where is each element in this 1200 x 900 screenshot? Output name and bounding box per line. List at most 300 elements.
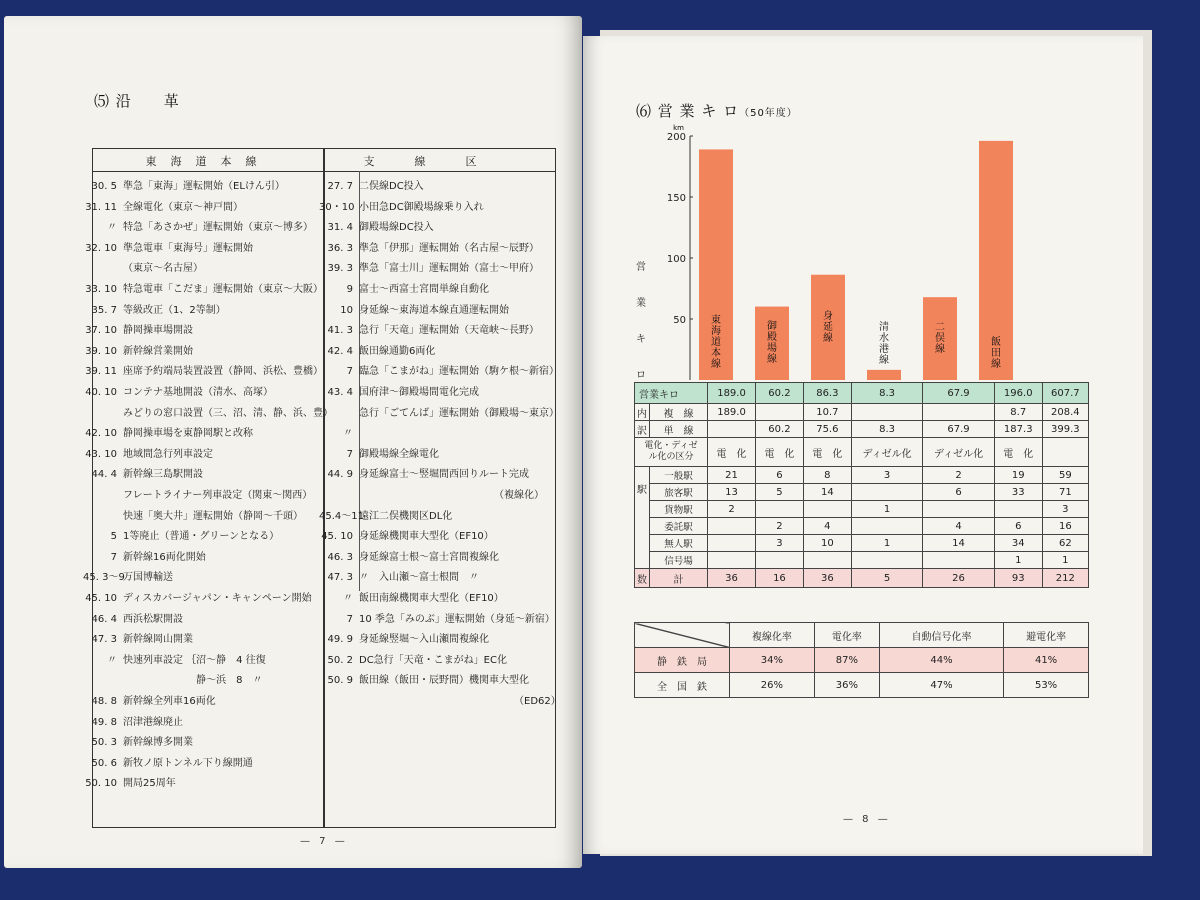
history-entry	[83, 713, 183, 728]
table-cell	[803, 552, 851, 569]
operating-km-title-text: ⑹ 営 業 キ ロ	[636, 102, 740, 120]
y-axis-title: 営業キロ	[636, 262, 646, 381]
table-cell	[994, 501, 1042, 518]
km-row	[635, 383, 1089, 404]
entry-date: 44. 9	[327, 469, 353, 481]
history-entry	[83, 692, 216, 707]
history-entry	[319, 218, 434, 233]
history-entry	[319, 259, 539, 274]
entry-text: 静岡操車場を東静岡駅と改称	[123, 428, 253, 440]
entry-text: 新幹線16両化開始	[123, 551, 206, 563]
table-cell	[708, 535, 756, 552]
table-cell: 212	[1042, 569, 1088, 588]
history-entry	[83, 321, 193, 336]
table-cell: 75.6	[803, 421, 851, 438]
history-entry	[83, 527, 279, 542]
history-entry	[83, 445, 213, 460]
history-entry	[319, 610, 555, 625]
history-entry	[83, 239, 253, 254]
entry-text: 新幹線博多開業	[123, 737, 193, 749]
table-cell	[755, 404, 803, 421]
entry-date: 7	[346, 448, 353, 460]
history-entry	[319, 424, 359, 439]
km-cell: 8.3	[851, 383, 923, 404]
entry-text: 1等廃止（普通・グリーンとなる）	[123, 531, 280, 543]
entry-date: 9	[346, 284, 353, 295]
rate-row	[635, 673, 1089, 698]
history-table	[83, 148, 561, 828]
entry-date: 50. 9	[327, 675, 353, 687]
rate-cell: 53%	[1004, 673, 1089, 698]
station-row	[635, 518, 1089, 535]
station-type-label: 信号場	[650, 552, 708, 569]
table-cell	[851, 484, 923, 501]
table-cell: 2	[755, 518, 803, 535]
history-entry	[319, 342, 435, 357]
table-cell	[708, 518, 756, 535]
table-cell	[851, 404, 923, 421]
history-entry	[83, 774, 176, 789]
station-row	[635, 467, 1089, 484]
table-cell: 3	[851, 467, 923, 484]
bar-category-label: 飯田線	[991, 337, 1001, 370]
entry-text: 座席予約端局装置設置（静岡、浜松、豊橋）	[123, 366, 323, 378]
rate-cell: 34%	[730, 648, 815, 673]
electrification-label-2: ル化の区分	[648, 452, 694, 462]
entry-text: 遠江二俣機関区DL化	[359, 510, 453, 522]
entry-text: みどりの窓口設置（三、沼、清、静、浜、豊）	[123, 407, 333, 419]
entry-date: 7	[110, 551, 117, 563]
history-entry	[319, 486, 544, 501]
station-type-label: 無人駅	[650, 535, 708, 552]
table-cell: 1	[851, 535, 923, 552]
entry-text: 10 季急「みのぶ」運転開始（身延～新宿）	[359, 613, 555, 625]
history-title: ⑸ 沿 革	[94, 92, 180, 110]
entry-text: フレートライナー列車設定（関東～関西）	[123, 490, 313, 501]
entry-text: 身延線～東海道本線直通運転開始	[359, 304, 509, 316]
table-cell	[708, 552, 756, 569]
history-entry	[319, 404, 559, 419]
station-type-label: 貨物駅	[650, 501, 708, 518]
history-entry	[83, 671, 263, 686]
table-cell	[923, 501, 995, 518]
entry-date: 7	[346, 366, 353, 378]
y-tick-label: 200	[666, 132, 686, 143]
table-cell: 8.7	[994, 404, 1042, 421]
entry-date: 49. 9	[327, 634, 353, 646]
fiscal-year: （50年度）	[739, 108, 798, 119]
history-entry	[319, 527, 494, 542]
table-cell: 6	[923, 484, 995, 501]
entry-date: 43. 4	[327, 387, 353, 398]
rate-cell: 26%	[730, 673, 815, 698]
entry-text: 二俣線DC投入	[359, 181, 424, 192]
table-cell: 26	[923, 569, 995, 588]
table-cell: 36	[803, 569, 851, 588]
page-number-right: — 8 —	[843, 814, 891, 825]
y-tick-label: 100	[666, 254, 686, 265]
branch-line-header: 支線区	[363, 155, 517, 168]
single-track-row	[635, 421, 1089, 438]
km-cell: 189.0	[708, 383, 756, 404]
table-cell: 2	[923, 467, 995, 484]
entry-date: 41. 3	[327, 325, 353, 337]
table-cell: 399.3	[1042, 421, 1088, 438]
entry-date: 〃	[107, 654, 117, 666]
entry-text: 準急「富士川」運転開始（富士～甲府）	[359, 263, 539, 275]
entry-text: 新幹線営業開始	[123, 345, 193, 357]
rate-cell: 47%	[879, 673, 1003, 698]
entry-date: 50. 6	[91, 757, 117, 769]
uchi-label: 内	[635, 404, 650, 421]
entry-date: 5	[110, 531, 117, 543]
table-cell: 187.3	[994, 421, 1042, 438]
entry-text: 全線電化（東京～神戸間）	[123, 201, 243, 213]
km-unit: km	[673, 124, 684, 132]
entry-date: 45. 10	[85, 593, 117, 604]
entry-text: 地域間急行列車設定	[123, 448, 213, 460]
km-cell: 60.2	[755, 383, 803, 404]
km-cell: 86.3	[803, 383, 851, 404]
entry-date: 35. 7	[91, 304, 117, 316]
table-cell: 電 化	[994, 438, 1042, 467]
table-cell: 16	[755, 569, 803, 588]
table-cell: 62	[1042, 535, 1088, 552]
table-cell: 電 化	[708, 438, 756, 467]
rate-table	[634, 622, 1089, 698]
table-cell: 208.4	[1042, 404, 1088, 421]
history-entry	[83, 754, 253, 769]
table-cell: 14	[803, 484, 851, 501]
entry-text: 新幹線岡山開業	[123, 634, 193, 646]
electrification-label-1: 電化・ディゼ	[644, 441, 698, 451]
rate-header: 電化率	[814, 623, 879, 648]
table-cell: 67.9	[923, 421, 995, 438]
entry-date: 49. 8	[91, 716, 117, 728]
bar-category-label: 御殿場線	[767, 321, 777, 366]
table-cell: 33	[994, 484, 1042, 501]
entry-text: （東京～名古屋）	[123, 263, 203, 275]
entry-text: 飯田線（飯田・辰野間）機関車大型化	[359, 675, 529, 687]
history-entry	[83, 404, 333, 419]
station-type-label: 一般駅	[650, 467, 708, 484]
station-type-label: 委託駅	[650, 518, 708, 535]
operating-km-table	[634, 382, 1089, 588]
bar-category-label: 身延線	[823, 310, 833, 344]
entry-text: 準急「東海」運転開始（ELけん引）	[123, 181, 285, 192]
entry-text: 特急電車「こだま」運転開始（東京～大阪）	[123, 284, 323, 295]
table-cell: 8.3	[851, 421, 923, 438]
history-entry	[319, 651, 507, 666]
history-entry	[83, 280, 323, 295]
entry-text: 沼津港線廃止	[123, 716, 183, 728]
operating-km-title	[636, 100, 798, 121]
table-cell: 電 化	[755, 438, 803, 467]
km-cell: 67.9	[923, 383, 995, 404]
rate-cell: 36%	[814, 673, 879, 698]
rate-cell: 87%	[814, 648, 879, 673]
history-entry	[319, 589, 504, 604]
entry-text: 新幹線三島駅開設	[123, 469, 203, 481]
table-cell: 3	[755, 535, 803, 552]
table-cell: 36	[708, 569, 756, 588]
table-cell: 4	[803, 518, 851, 535]
history-entry	[83, 424, 253, 439]
table-cell: 189.0	[708, 404, 756, 421]
history-entry	[83, 259, 203, 274]
entry-text: 身延線機関車大型化（EF10）	[359, 531, 494, 543]
table-cell	[1042, 438, 1088, 467]
table-cell: ディゼル化	[851, 438, 923, 467]
table-cell: 1	[994, 552, 1042, 569]
entry-date: 48. 8	[91, 696, 117, 707]
history-entry	[319, 692, 561, 707]
rate-header-row	[635, 623, 1089, 648]
entry-date: 〃	[107, 222, 117, 234]
history-entry	[319, 362, 559, 377]
entry-text: 御殿場線全線電化	[359, 448, 439, 460]
rate-row-label: 静 鉄 局	[635, 648, 730, 673]
entry-text: 万国博輸送	[123, 572, 173, 584]
entry-date: 50. 2	[327, 654, 353, 666]
table-cell: 3	[1042, 501, 1088, 518]
entry-date: 45.4～11	[319, 510, 364, 522]
table-cell: 19	[994, 467, 1042, 484]
entry-text: 開局25周年	[123, 778, 176, 790]
history-entry	[319, 177, 424, 192]
table-cell: 1	[1042, 552, 1088, 569]
entry-text: 静岡操車場開設	[123, 325, 193, 337]
double-track-label: 複 線	[650, 404, 708, 421]
entry-date: 47. 3	[91, 634, 117, 646]
entry-text: 快速列車設定 ｛沼～静 4 往復	[123, 654, 266, 666]
entry-date: 31. 4	[327, 222, 353, 234]
history-entry	[83, 362, 323, 377]
table-cell: 60.2	[755, 421, 803, 438]
entry-text: 特急「あさかぜ」運転開始（東京～博多）	[123, 222, 313, 234]
bar-category-label: 二俣線	[935, 322, 945, 356]
history-entry	[319, 321, 539, 336]
entry-date: 7	[346, 613, 353, 625]
table-cell: 93	[994, 569, 1042, 588]
entry-date: 37. 10	[85, 325, 117, 337]
rate-corner	[635, 623, 730, 648]
entry-date: 31. 11	[85, 201, 117, 213]
entry-text: DC急行「天竜・こまがね」EC化	[359, 654, 507, 666]
station-rows	[635, 467, 1089, 569]
entry-text: 国府津～御殿場間電化完成	[359, 387, 479, 398]
rate-row-label: 全 国 鉄	[635, 673, 730, 698]
km-cell: 196.0	[994, 383, 1042, 404]
history-entry	[83, 733, 193, 748]
entry-text: 御殿場線DC投入	[359, 222, 434, 234]
entry-text: （複線化）	[359, 490, 544, 501]
table-cell: 13	[708, 484, 756, 501]
table-cell	[755, 501, 803, 518]
history-entry	[319, 239, 539, 254]
entry-date: 〃	[343, 428, 353, 440]
rate-cell: 44%	[879, 648, 1003, 673]
history-entry	[83, 218, 313, 233]
entry-date: 45. 3～9	[83, 572, 125, 584]
table-cell: 8	[803, 467, 851, 484]
left-page	[4, 16, 582, 868]
table-cell: 6	[994, 518, 1042, 535]
entry-date: 46. 3	[327, 551, 353, 563]
entry-date: 10	[340, 304, 353, 316]
table-cell	[755, 552, 803, 569]
table-cell: 10.7	[803, 404, 851, 421]
table-cell: 34	[994, 535, 1042, 552]
single-track-label: 単 線	[650, 421, 708, 438]
rate-row	[635, 648, 1089, 673]
table-cell: 14	[923, 535, 995, 552]
entry-text: コンテナ基地開設（清水、高塚）	[123, 387, 273, 398]
history-entry	[83, 610, 183, 625]
history-entry	[83, 548, 206, 563]
table-cell: 電 化	[803, 438, 851, 467]
history-entry	[319, 465, 529, 480]
station-row	[635, 501, 1089, 518]
rate-header: 避電化率	[1004, 623, 1089, 648]
entry-date: 39. 11	[85, 366, 117, 378]
operating-km-chart	[632, 122, 1090, 384]
entry-text: 新幹線全列車16両化	[123, 696, 216, 707]
table-cell	[923, 404, 995, 421]
table-cell: 4	[923, 518, 995, 535]
entry-text: 身延線富士～竪堀間西回りルート完成	[359, 469, 529, 481]
entry-date: 32. 10	[85, 242, 117, 254]
entry-text: 急行「ごてんば」運転開始（御殿場～東京）	[359, 407, 559, 419]
station-row	[635, 552, 1089, 569]
entry-date: 30. 5	[91, 181, 117, 192]
rate-header: 自動信号化率	[879, 623, 1003, 648]
history-entry	[83, 342, 193, 357]
double-track-row	[635, 404, 1089, 421]
history-entry	[319, 198, 484, 213]
entry-date: 44. 4	[91, 469, 117, 481]
entry-date: 33. 10	[85, 284, 117, 295]
station-row	[635, 484, 1089, 501]
rate-header: 複線化率	[730, 623, 815, 648]
table-cell: ディゼル化	[923, 438, 995, 467]
bar-category-label: 清水港線	[879, 321, 889, 366]
entry-text: 西浜松駅開設	[123, 613, 183, 625]
entry-text: 〃 入山瀬～富士根間 〃	[359, 572, 479, 584]
history-entry	[319, 671, 529, 686]
entry-date: 47. 3	[327, 572, 353, 584]
table-cell	[708, 421, 756, 438]
history-entry	[319, 301, 509, 316]
entry-text: 準急「伊那」運転開始（名古屋～辰野）	[359, 242, 539, 254]
history-entry	[319, 280, 489, 295]
electrification-label	[635, 438, 708, 467]
history-entry	[83, 651, 266, 666]
wake-label: 訳	[635, 421, 650, 438]
entry-date: 36. 3	[327, 242, 353, 254]
entry-text: 急行「天竜」運転開始（天竜峡～長野）	[359, 325, 539, 337]
history-entry	[83, 465, 203, 480]
entry-text: 身延線竪堀～入山瀬間複線化	[359, 634, 489, 646]
table-cell	[923, 552, 995, 569]
entry-text: 小田急DC御殿場線乗り入れ	[359, 201, 484, 213]
entry-text: 静～浜 8 〃	[123, 675, 263, 687]
history-entry	[83, 568, 173, 583]
history-entry	[83, 177, 285, 192]
entry-date: 40. 10	[85, 387, 117, 398]
total-row	[635, 569, 1089, 588]
entry-date: 42. 10	[85, 428, 117, 440]
entry-text: 準急電車「東海号」運転開始	[123, 242, 253, 254]
table-cell: 2	[708, 501, 756, 518]
suu-label: 数	[635, 569, 650, 588]
entry-text: 快速「奥大井」運転開始（静岡～千頭）	[123, 510, 303, 522]
history-entry	[83, 630, 193, 645]
entry-date: 39. 10	[85, 345, 117, 357]
y-tick-label: 150	[666, 193, 686, 204]
history-entry	[83, 486, 312, 501]
history-entry	[83, 383, 273, 398]
bar-category-label: 東海道本線	[711, 315, 721, 370]
history-entry	[83, 301, 226, 316]
entry-date: 50. 10	[85, 778, 117, 790]
total-label: 計	[650, 569, 708, 588]
history-entry	[83, 198, 243, 213]
entry-text: ディスカバージャパン・キャンペーン開始	[123, 593, 312, 604]
table-cell	[851, 552, 923, 569]
table-cell: 21	[708, 467, 756, 484]
entry-text: 飯田線通勤6両化	[359, 345, 436, 357]
history-entry	[319, 507, 452, 522]
history-entry	[319, 548, 499, 563]
entry-text: 新牧ノ原トンネル下り線開通	[123, 757, 253, 769]
table-cell	[851, 518, 923, 535]
eki-label: 駅	[635, 467, 650, 569]
entry-text: 臨急「こまがね」運転開始（駒ケ根～新宿）	[359, 366, 559, 378]
table-cell: 1	[851, 501, 923, 518]
main-line-header: 東海道本線	[145, 155, 271, 168]
entry-date: 42. 4	[327, 345, 353, 357]
history-entry	[319, 445, 439, 460]
entry-text: 富士～西富士宮間単線自動化	[359, 284, 489, 295]
history-entry	[319, 568, 479, 583]
entry-date: 43. 10	[85, 448, 117, 460]
entry-date: 46. 4	[91, 613, 117, 625]
table-cell: 16	[1042, 518, 1088, 535]
station-type-label: 旅客駅	[650, 484, 708, 501]
table-cell: 10	[803, 535, 851, 552]
entry-date: 27. 7	[327, 181, 353, 192]
table-cell: 5	[755, 484, 803, 501]
history-entry	[319, 383, 479, 398]
history-entry	[83, 589, 312, 604]
table-cell	[803, 501, 851, 518]
entry-text: 身延線富士根～富士宮間複線化	[359, 551, 499, 563]
km-row-label: 営業キロ	[635, 383, 708, 404]
station-row	[635, 535, 1089, 552]
entry-date: 39. 3	[327, 263, 353, 275]
table-cell: 59	[1042, 467, 1088, 484]
entry-date: 45. 10	[321, 531, 353, 543]
entry-text: 飯田南線機関車大型化（EF10）	[359, 593, 504, 604]
entry-date: 〃	[343, 593, 353, 604]
entry-text: （ED62）	[359, 696, 561, 707]
electrification-row	[635, 438, 1089, 467]
table-cell: 5	[851, 569, 923, 588]
history-entry	[83, 507, 303, 522]
entry-date: 50. 3	[91, 737, 117, 749]
y-tick-label: 50	[673, 315, 686, 326]
